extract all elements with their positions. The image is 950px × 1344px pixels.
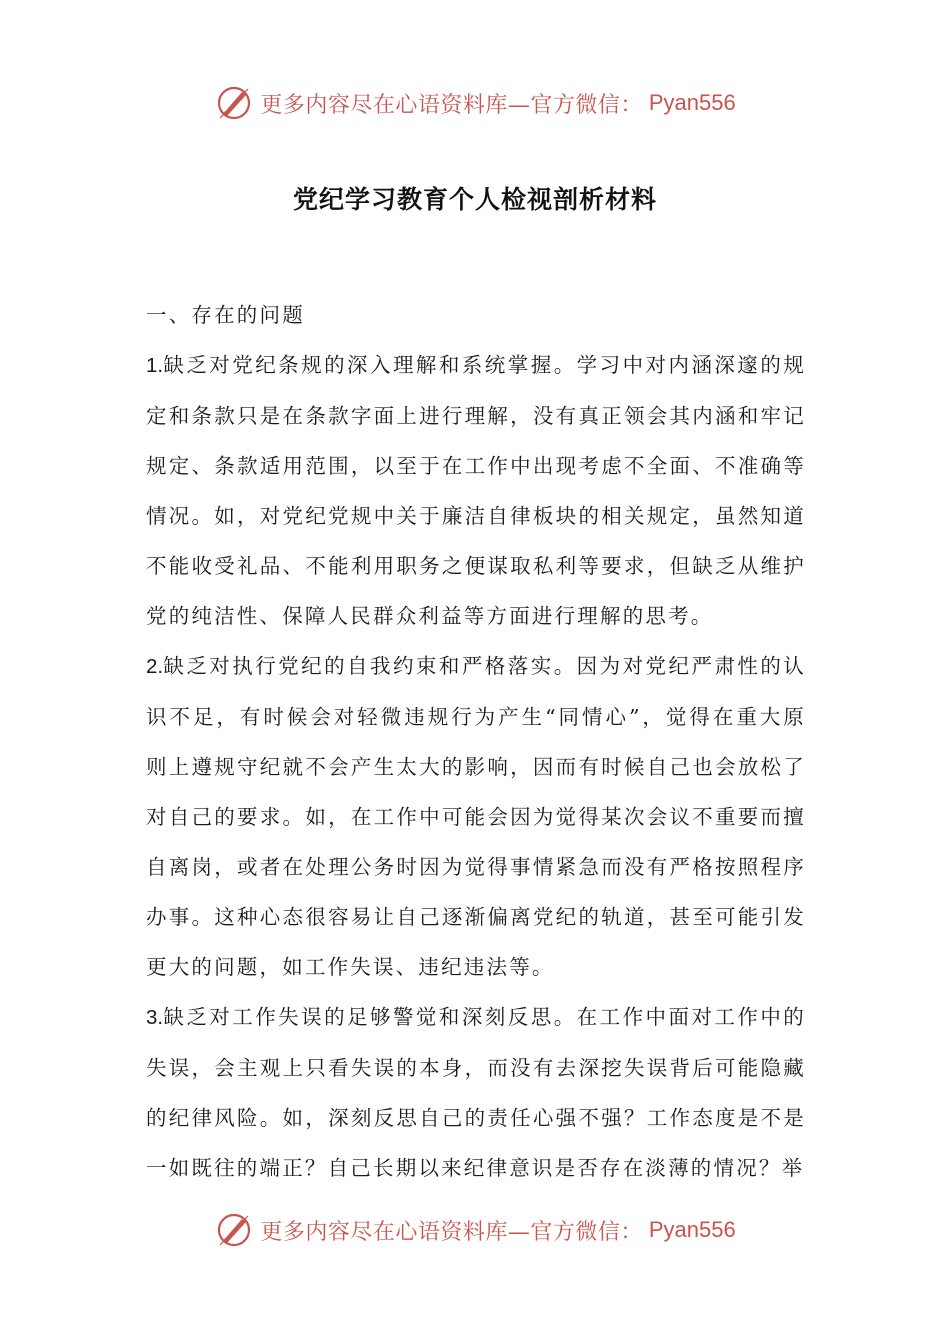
watermark-text: 更多内容尽在心语资料库—官方微信： [260, 92, 643, 118]
list-item [146, 641, 806, 992]
document-body [146, 290, 806, 1193]
pen-logo-icon [214, 1210, 254, 1250]
watermark-wechat-id: Pyan556 [648, 90, 736, 115]
pen-logo-icon [214, 83, 254, 123]
item-number: 1. [146, 354, 164, 377]
watermark-wechat-id: Pyan556 [648, 1217, 736, 1242]
item-text: 缺乏对工作失误的足够警觉和深刻反思。在工作中面对工作中的失误，会主观上只看失误的本身，而没有去深挖失误背后可能隐藏的纪律风险。如，深刻反思自己的责任心强不强？工作态度是不是一如既往的端正？自己长期以来纪律意识是否存在淡薄的情况？举 [146, 1005, 806, 1180]
list-item [146, 992, 806, 1193]
item-text: 缺乏对执行党纪的自我约束和严格落实。因为对党纪严肃性的认识不足，有时候会对轻微违规行为产生“同情心”，觉得在重大原则上遵规守纪就不会产生太大的影响，因而有时候自己也会放松了对自己的要求。如，在工作中可能会因为觉得某次会议不重要而擅自离岗，或者在处理公务时因为觉得事情紧急而没有严格按照程序办事。这种心态很容易让自己逐渐偏离党纪的轨道，甚至可能引发更大的问题，如工作失误、违纪违法等。 [146, 654, 806, 979]
document-title: 党纪学习教育个人检视剖析材料 [292, 185, 657, 214]
item-number: 2. [146, 655, 164, 678]
watermark-text: 更多内容尽在心语资料库—官方微信： [260, 1219, 643, 1245]
list-item [146, 340, 806, 641]
watermark-banner-top [0, 78, 950, 128]
item-number: 3. [146, 1006, 164, 1029]
item-text: 缺乏对党纪条规的深入理解和系统掌握。学习中对内涵深邃的规定和条款只是在条款字面上进行理解，没有真正领会其内涵和牢记规定、条款适用范围，以至于在工作中出现考虑不全面、不准确等情况。如，对党纪党规中关于廉洁自律板块的相关规定，虽然知道不能收受礼品、不能利用职务之便谋取私利等要求，但缺乏从维护党的纯洁性、保障人民群众利益等方面进行理解的思考。 [146, 353, 806, 628]
watermark-banner-bottom [0, 1205, 950, 1255]
section-heading: 一、存在的问题 [146, 303, 305, 327]
